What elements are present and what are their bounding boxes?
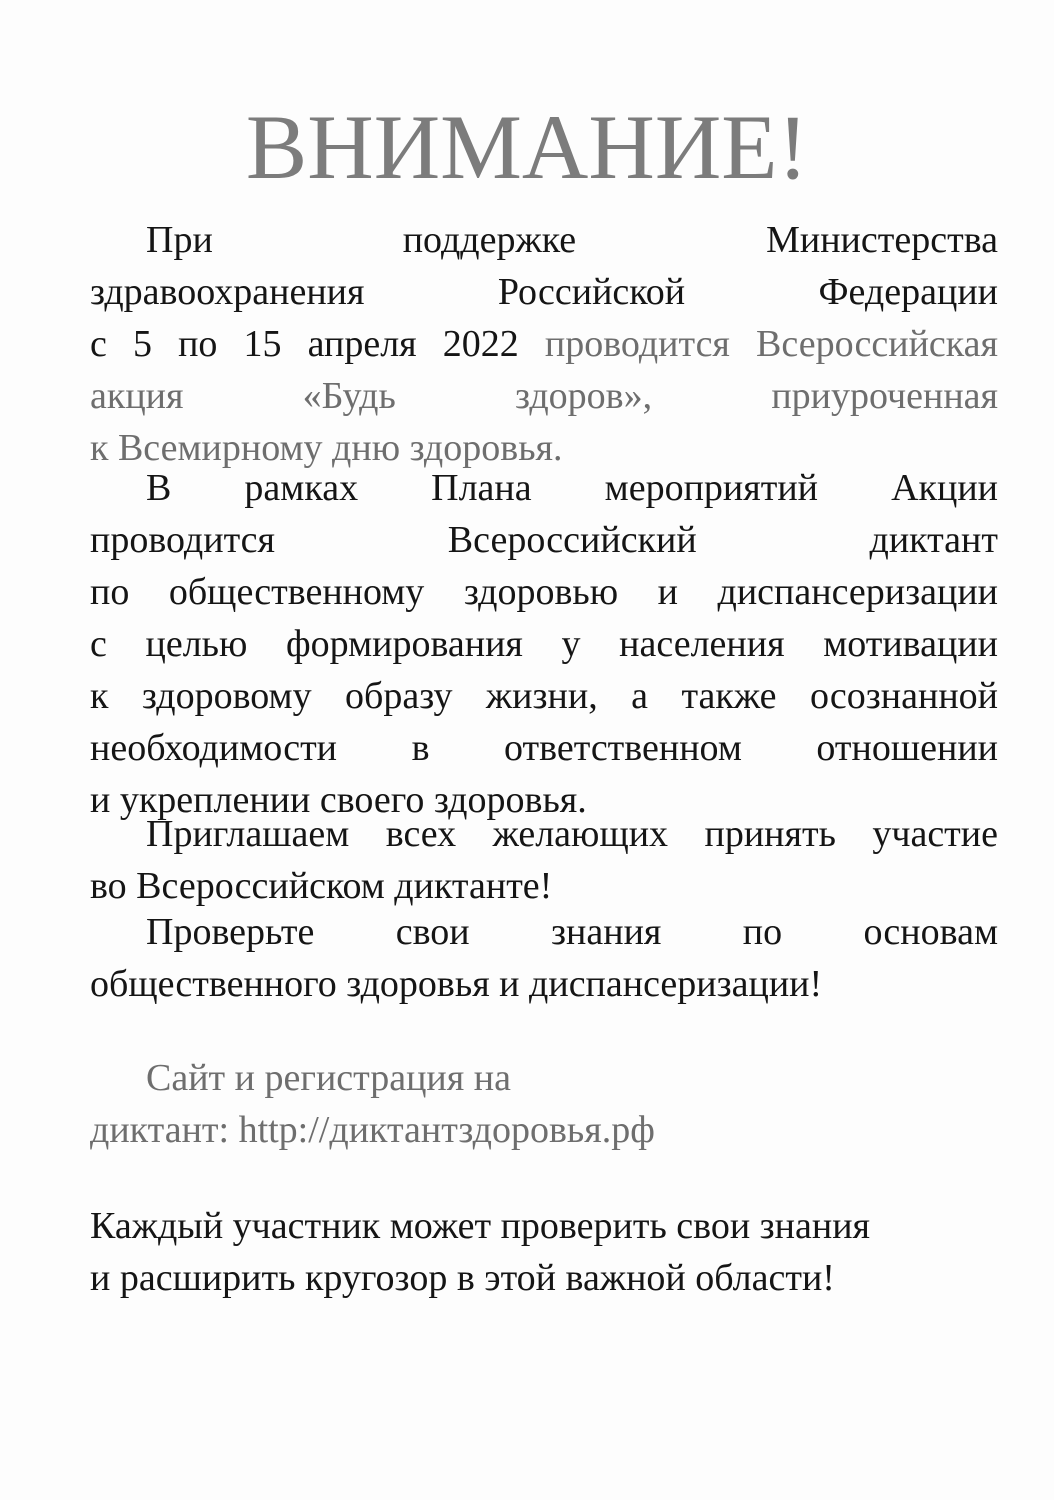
text-line: и укреплении своего здоровья. bbox=[90, 779, 587, 821]
text-line: общественного здоровья и диспансеризации! bbox=[90, 963, 823, 1005]
paragraph-check-knowledge bbox=[90, 906, 998, 1010]
text-line: по общественному здоровью и диспансеризации bbox=[90, 571, 998, 613]
text-line: к Всемирному дню здоровья. bbox=[90, 427, 563, 469]
text-line: к здоровому образу жизни, а также осознанной bbox=[90, 675, 998, 717]
paragraph-invite bbox=[90, 808, 998, 912]
page-title: ВНИМАНИЕ! bbox=[245, 96, 809, 198]
text-line: проводится Всероссийский диктант bbox=[90, 519, 998, 561]
text-line: акция «Будь здоров», приуроченная bbox=[90, 375, 998, 417]
paragraph-support bbox=[90, 214, 998, 474]
text-line: и расширить кругозор в этой важной области! bbox=[90, 1257, 835, 1299]
text-line: во Всероссийском диктанте! bbox=[90, 865, 553, 907]
action-text: проводится Всероссийская bbox=[544, 323, 999, 365]
dates-text: с 5 по 15 апреля 2022 bbox=[90, 323, 519, 365]
text-line: Сайт и регистрация на bbox=[146, 1057, 511, 1099]
registration-link[interactable]: диктант: http://диктантздоровья.рф bbox=[90, 1109, 655, 1151]
text-line: с целью формирования у населения мотивации bbox=[90, 623, 998, 665]
text-line: здравоохранения Российской Федерации bbox=[90, 271, 998, 313]
text-line: Приглашаем всех желающих принять участие bbox=[146, 813, 998, 855]
text-line bbox=[90, 318, 998, 370]
text-line: При поддержке Министерства bbox=[146, 219, 998, 261]
text-line: В рамках Плана мероприятий Акции bbox=[146, 467, 998, 509]
paragraph-closing bbox=[90, 1200, 998, 1304]
text-line: необходимости в ответственном отношении bbox=[90, 727, 998, 769]
paragraph-dictation bbox=[90, 462, 998, 826]
text-line: Проверьте свои знания по основам bbox=[146, 911, 998, 953]
text-line: Каждый участник может проверить свои знания bbox=[90, 1205, 871, 1247]
registration-info bbox=[90, 1052, 998, 1156]
